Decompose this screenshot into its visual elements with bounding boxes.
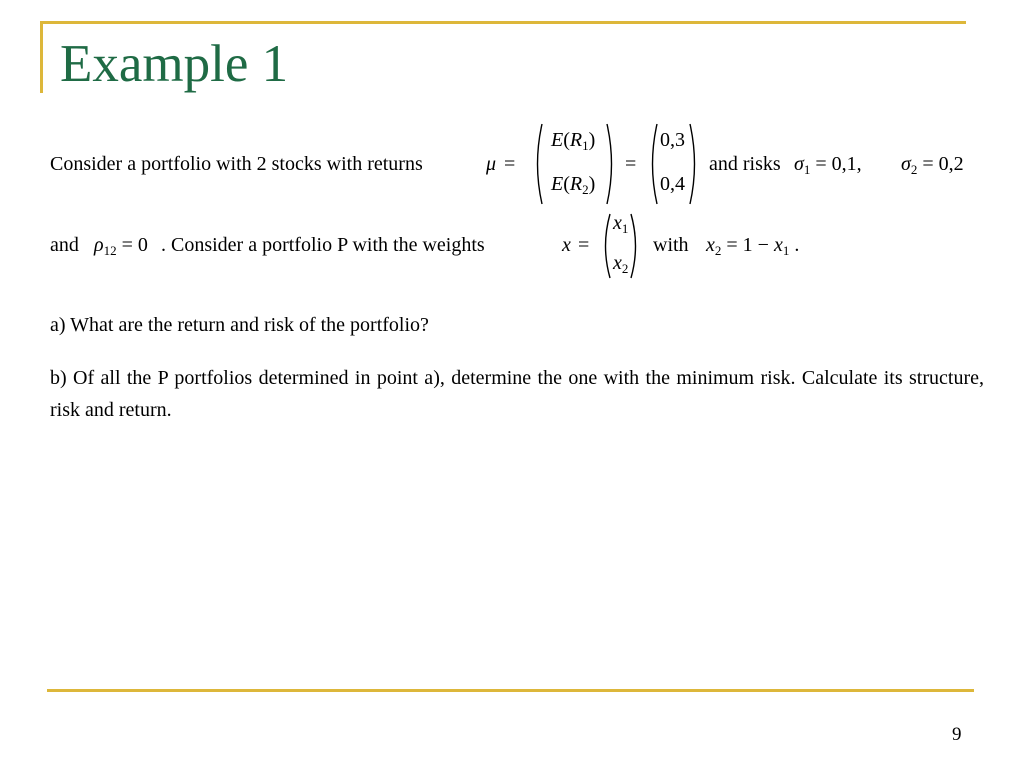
page-number: 9: [952, 724, 962, 745]
rho-12: $\rho_{12} = 0$: [94, 234, 148, 258]
values-left-paren: [645, 122, 659, 206]
weight-x1: $x_1$: [613, 212, 629, 236]
frame-top-rule: [40, 21, 966, 24]
question-b: b) Of all the P portfolios determined in point a), determine the one with the minimum risk. Calculate its structure, risk and return.: [50, 367, 984, 421]
weight-x2: $x_2$: [613, 252, 629, 276]
weight-relation: $x_2 = 1 - x_1$ .: [706, 234, 800, 258]
returns-sentence: Consider a portfolio with 2 stocks with returns: [50, 153, 423, 175]
weights-left-paren: [598, 212, 612, 280]
slide-title: Example 1: [60, 35, 289, 93]
return-value-2: 0,4: [660, 173, 685, 195]
with-text: with: [653, 234, 689, 256]
frame-bottom-rule: [47, 689, 974, 692]
sigma-1: $\sigma_1 = 0,1$,: [794, 153, 862, 177]
expected-return-1: $E(R_1)$: [551, 129, 596, 153]
mu-equals: =: [504, 153, 516, 175]
expected-return-2: $E(R_2)$: [551, 173, 596, 197]
and-text: and: [50, 234, 79, 256]
and-risks-text: and risks: [709, 153, 781, 175]
question-a: a) What are the return and risk of the portfolio?: [50, 314, 429, 336]
frame-left-rule: [40, 21, 43, 93]
vector-equals: =: [625, 153, 637, 175]
return-value-1: 0,3: [660, 129, 685, 151]
returns-left-paren: [530, 122, 544, 206]
x-equals: =: [578, 234, 590, 256]
returns-right-paren: [605, 122, 619, 206]
mu-symbol: μ: [486, 153, 497, 175]
weights-right-paren: [629, 212, 643, 280]
x-symbol: x: [562, 234, 571, 256]
sigma-2: $\sigma_2 = 0,2$: [901, 153, 964, 177]
values-right-paren: [688, 122, 702, 206]
weights-sentence: . Consider a portfolio P with the weights: [161, 234, 485, 256]
